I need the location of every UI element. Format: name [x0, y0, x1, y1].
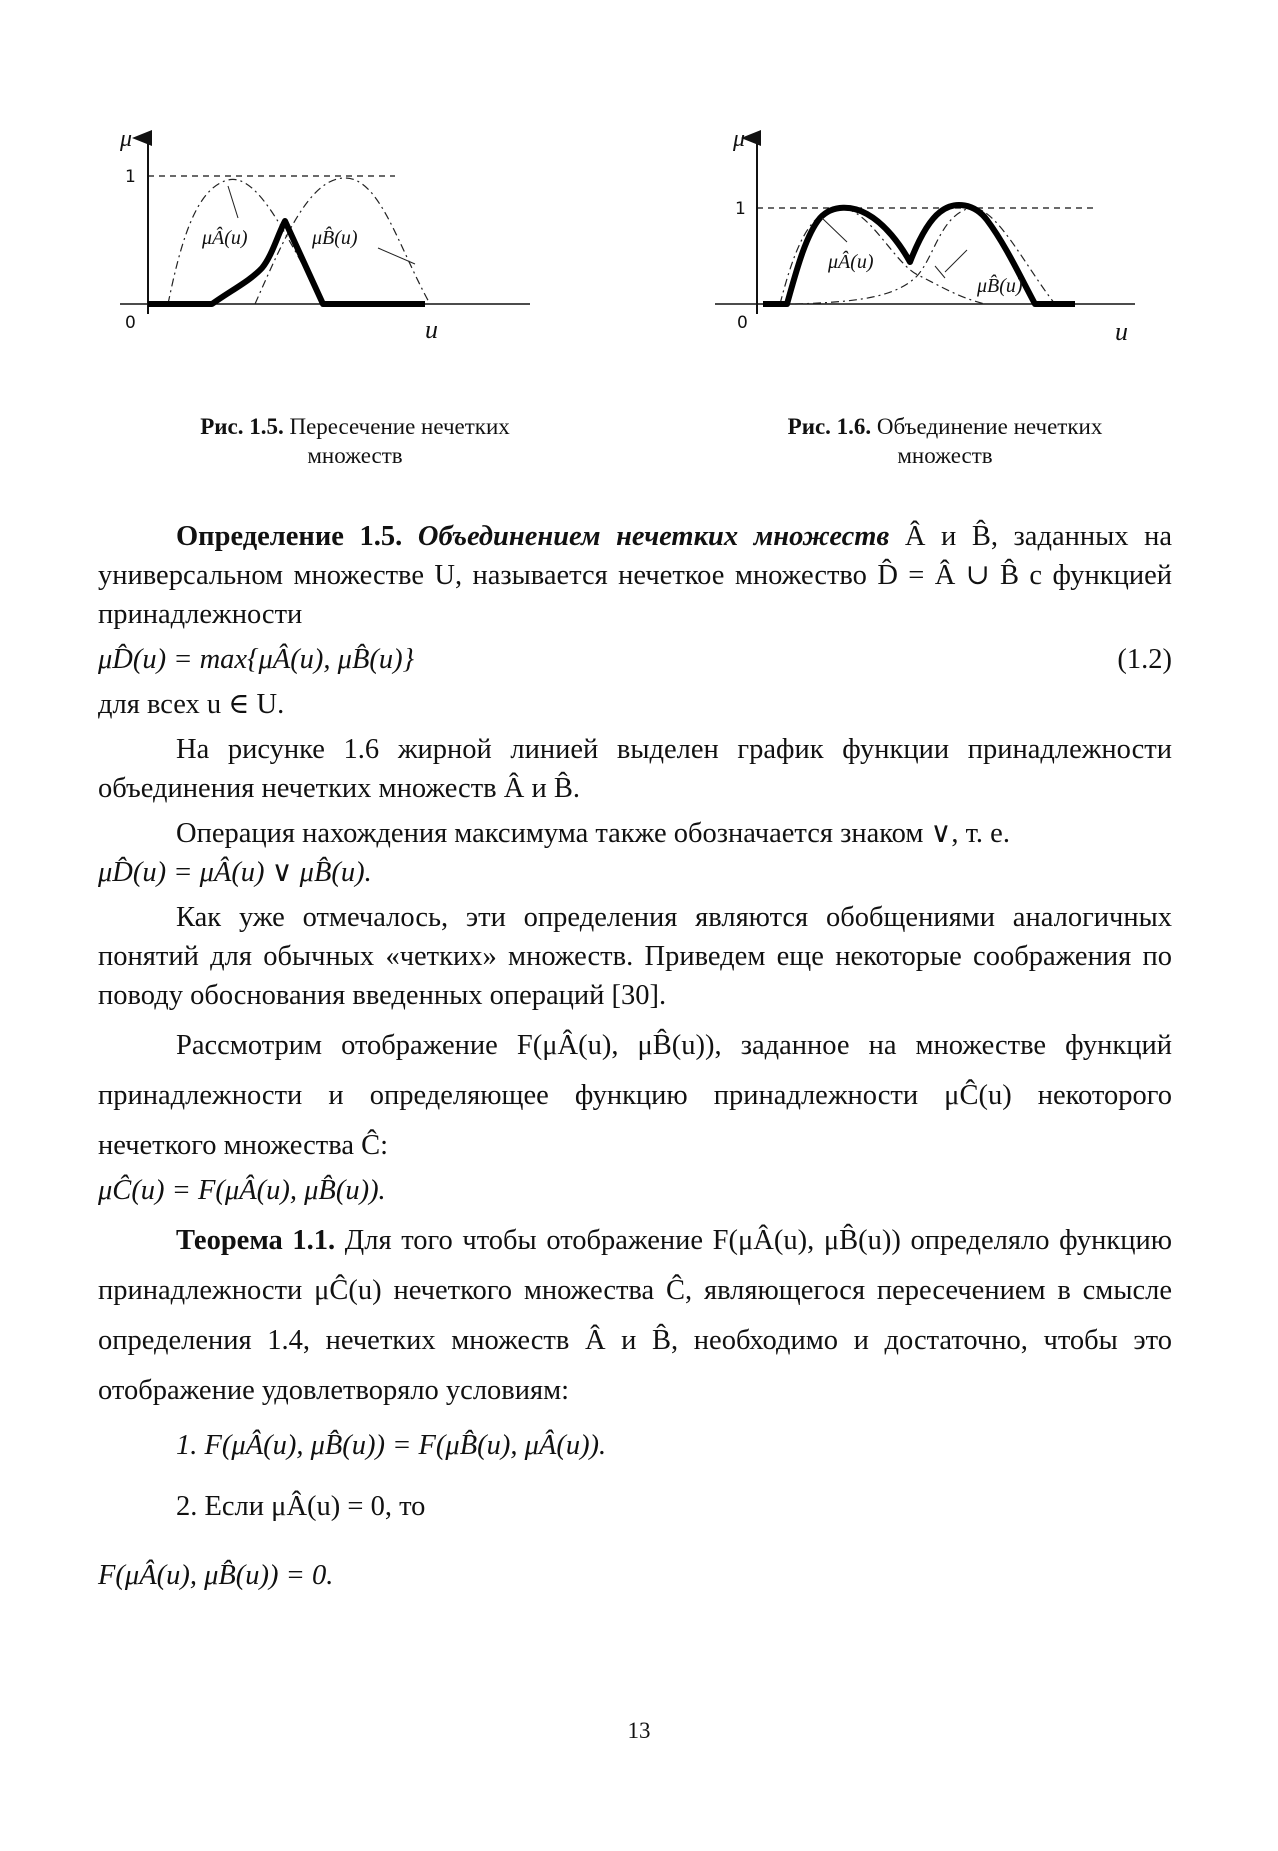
figure-1-5-caption-line2: множеств	[307, 443, 403, 468]
y-axis-label: μ	[120, 126, 133, 152]
paragraph-remark: Как уже отмечалось, эти определения являются обобщениями аналогичных понятий для обычных «четких» множеств. Приведем еще некоторые соображения по поводу обоснования введенных операций [30].	[98, 902, 1172, 1011]
x-axis-label: u	[1115, 317, 1128, 346]
definition-heading: Определение 1.5.	[176, 521, 403, 552]
equation-or	[98, 853, 1172, 892]
figure-1-6-caption-number: Рис. 1.6.	[787, 414, 872, 439]
paragraph-max-operation: Операция нахождения максимума также обозначается знаком ∨, т. е.	[176, 818, 1010, 849]
figure-1-5-caption	[140, 412, 570, 470]
definition-text: Â и B̂, заданных на универсальном множестве U, называется нечеткое множество D̂ = Â ∪ B̂ с функцией принадлежности	[98, 521, 1173, 630]
zero-label: 0	[737, 313, 748, 333]
curve-a-label: μÂ(u)	[828, 251, 874, 273]
figure-1-6-caption	[745, 412, 1145, 470]
x-axis-label: u	[425, 315, 438, 344]
definition-1-5	[98, 517, 1172, 634]
one-label: 1	[735, 199, 746, 219]
equation-1-2	[98, 640, 1172, 679]
for-all-line: для всех u ∈ U.	[98, 689, 285, 720]
figure-1-5-caption-text: Пересечение нечетких	[289, 414, 510, 439]
zero-label: 0	[125, 313, 136, 333]
body-text	[98, 517, 1172, 1595]
condition-1	[98, 1426, 1172, 1465]
figure-1-6-plot	[695, 126, 1145, 346]
figure-1-5	[120, 126, 540, 346]
figure-1-5-caption-number: Рис. 1.5.	[200, 414, 284, 439]
condition-2	[98, 1487, 1172, 1526]
curve-a-label: μÂ(u)	[202, 227, 248, 249]
theorem-text: Для того чтобы отображение F(μÂ(u), μB̂(u)) определяло функцию принадлежности μĈ(u) нечеткого множества Ĉ, являющегося пересечением в смысле определения 1.4, нечетких множеств Â и B̂, необходимо и достаточно, чтобы это отображение удовлетворяло условиям:	[98, 1225, 1172, 1406]
condition-1-body: 1. F(μÂ(u), μB̂(u)) = F(μB̂(u), μÂ(u)).	[176, 1430, 607, 1461]
figure-1-6-caption-line2: множеств	[897, 443, 993, 468]
equation-mapping-body: μĈ(u) = F(μÂ(u), μB̂(u)).	[98, 1175, 386, 1206]
equation-1-2-body: μD̂(u) = max{μÂ(u), μB̂(u)}	[98, 644, 415, 675]
one-label: 1	[125, 167, 136, 187]
curve-b-label: μB̂(u)	[977, 275, 1023, 297]
y-axis-label: μ	[733, 126, 746, 152]
equation-condition-2	[98, 1556, 1172, 1595]
equation-1-2-number: (1.2)	[1117, 644, 1172, 675]
union-curve	[763, 205, 1075, 304]
intersection-curve	[148, 221, 425, 304]
figure-1-6	[695, 126, 1145, 346]
definition-term: Объединением нечетких множеств	[417, 521, 890, 552]
curve-b-label: μB̂(u)	[312, 227, 358, 249]
theorem-heading: Теорема 1.1.	[176, 1225, 336, 1256]
condition-2-body: 2. Если μÂ(u) = 0, то	[176, 1491, 426, 1522]
equation-or-body: μD̂(u) = μÂ(u) ∨ μB̂(u).	[98, 857, 372, 888]
page-number: 13	[627, 1718, 651, 1743]
figure-1-5-plot	[120, 126, 540, 346]
paragraph-figure-1-6: На рисунке 1.6 жирной линией выделен график функции принадлежности объединения нечетких множеств Â и B̂.	[98, 734, 1172, 804]
paragraph-mapping: Рассмотрим отображение F(μÂ(u), μB̂(u)), заданное на множестве функций принадлежности и определяющее функцию принадлежности μĈ(u) некоторого нечеткого множества Ĉ:	[98, 1030, 1172, 1161]
theorem-1-1	[98, 1216, 1172, 1416]
equation-condition-2-body: F(μÂ(u), μB̂(u)) = 0.	[98, 1560, 334, 1591]
equation-mapping	[98, 1171, 1172, 1210]
figure-1-6-caption-text: Объединение нечетких	[876, 414, 1103, 439]
